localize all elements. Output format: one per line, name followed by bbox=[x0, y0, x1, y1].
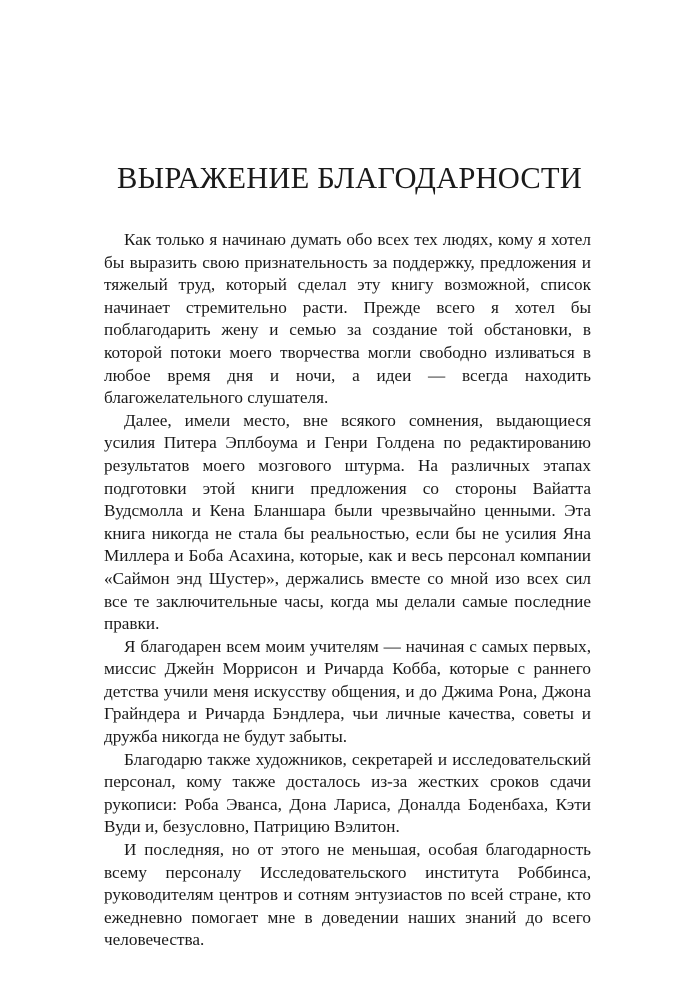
paragraph-1: Как только я начинаю думать обо всех тех людях, кому я хотел бы выразить свою признательность за поддержку, предложения и тяжелый труд, который сделал эту книгу возможной, список начинает стремительно расти. Прежде всего я хотел бы поблагодарить жену и семью за создание той обстановки, в которой потоки моего творчества могли свободно изливаться в любое время дня и ночи, а идеи — всегда находить благожелательного слушателя. bbox=[104, 230, 591, 408]
paragraph-2: Далее, имели место, вне всякого сомнения, выдающиеся усилия Питера Эплбоума и Генри Голдена по редактированию результатов моего мозгового штурма. На различных этапах подготовки этой книги предложения со стороны Вайатта Вудсмолла и Кена Бланшара были чрезвычайно ценными. Эта книга никогда не стала бы реальностью, если бы не усилия Яна Миллера и Боба Асахина, которые, как и весь персонал компании «Саймон энд Шустер», держались вместе со мной изо всех сил все те заключительные часы, когда мы делали самые последние правки. bbox=[104, 410, 591, 634]
paragraph-4: Благодарю также художников, секретарей и исследовательский персонал, кому также досталось из-за жестких сроков сдачи рукописи: Роба Эванса, Дона Лариса, Доналда Боденбаха, Кэти Вуди и, безусловно, Патрицию Вэлитон. bbox=[104, 749, 591, 837]
acknowledgements-text bbox=[104, 229, 591, 952]
paragraph-3: Я благодарен всем моим учителям — начиная с самых первых, миссис Джейн Моррисон и Ричарда Кобба, которые с раннего детства учили меня искусству общения, и до Джима Рона, Джона Грайндера и Ричарда Бэндлера, чьи личные качества, советы и дружба никогда не будут забыты. bbox=[104, 636, 591, 747]
page-title: ВЫРАЖЕНИЕ БЛАГОДАРНОСТИ bbox=[117, 161, 582, 195]
paragraph-5: И последняя, но от этого не меньшая, особая благодарность всему персоналу Исследовательского института Роббинса, руководителям центров и сотням энтузиастов по всей стране, кто ежедневно помогает мне в доведении наших знаний до всего человечества. bbox=[104, 840, 591, 950]
